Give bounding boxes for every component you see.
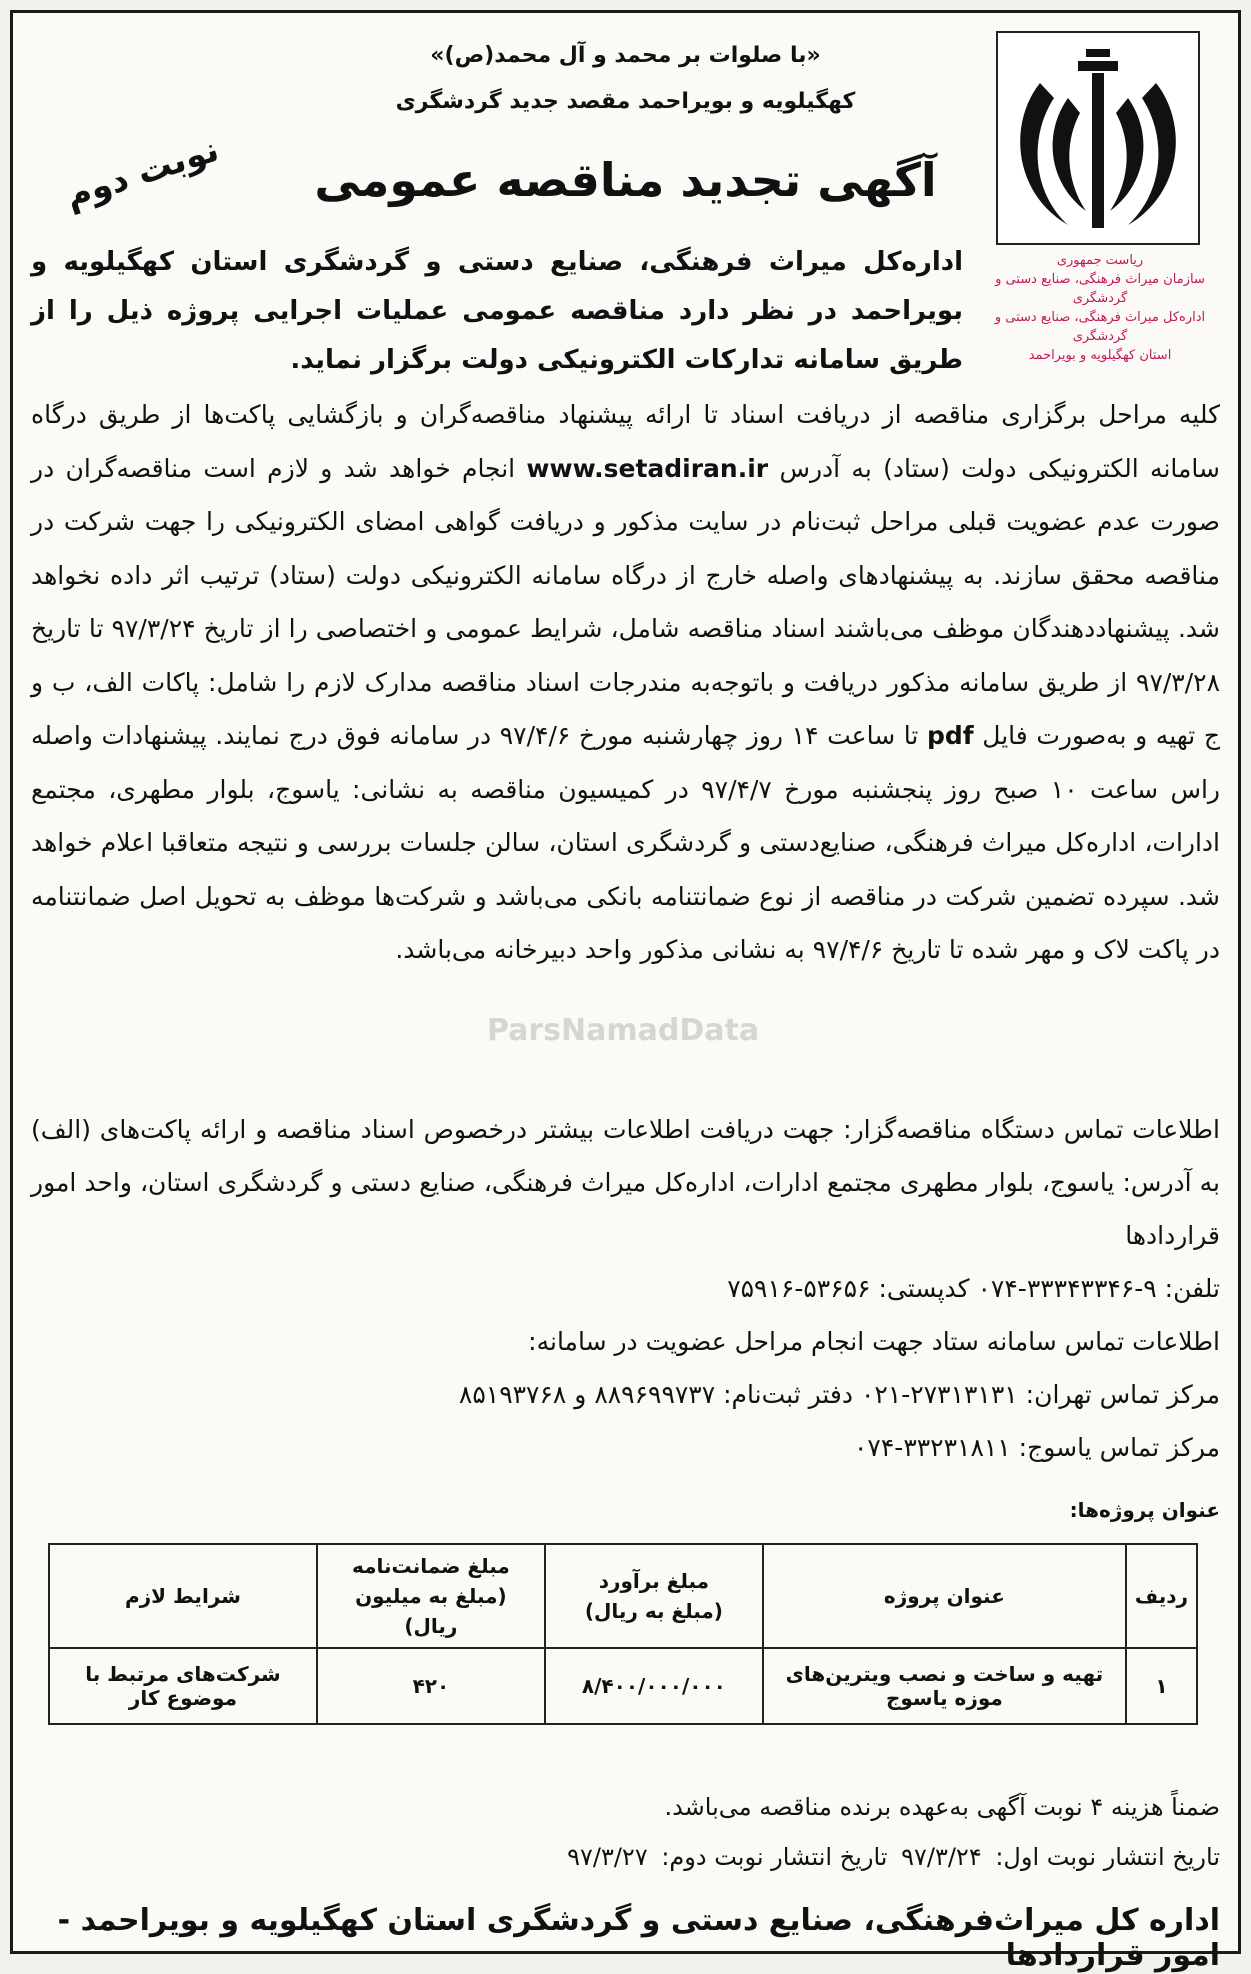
first-date-label: تاریخ انتشار نوبت اول: bbox=[995, 1843, 1220, 1871]
intro-paragraph: اداره‌کل میراث فرهنگی، صنایع دستی و گردشگری استان کهگیلویه و بویراحمد در نظر دارد مناقصه عمومی عملیات اجرایی پروژه ذیل را از طریق سامانه تدارکات الکترونیکی دولت برگزار نماید. bbox=[31, 247, 963, 375]
round-label: نوبت دوم bbox=[60, 129, 224, 217]
publication-dates bbox=[561, 1843, 1220, 1871]
tender-notice bbox=[10, 10, 1241, 1973]
emblem-block bbox=[980, 31, 1220, 363]
body-text-part1: کلیه مراحل برگزاری مناقصه از دریافت اسناد تا ارائه پیشنهاد مناقصه‌گران و بازگشایی پاکت‌ها از طریق درگاه سامانه الکترونیکی دولت (ستاد) به آدرس bbox=[31, 400, 1220, 483]
emblem-caption-line1: ریاست جمهوری bbox=[1056, 253, 1144, 268]
emblem-caption-line3: اداره‌کل میراث فرهنگی، صنایع دستی و گردشگری bbox=[994, 310, 1206, 344]
iran-emblem-icon bbox=[1008, 43, 1188, 233]
emblem-caption-line4: استان کهگیلویه و بویراحمد bbox=[1028, 348, 1172, 363]
yasuj-contact: مرکز تماس یاسوج: ۳۳۲۳۱۸۱۱-۰۷۴ bbox=[853, 1433, 1220, 1462]
setad-url-link[interactable]: www.setadiran.ir bbox=[526, 453, 769, 483]
cell-conditions: شرکت‌های مرتبط با موضوع کار bbox=[49, 1648, 317, 1724]
header-estimate-line2: (مبلغ به ریال) bbox=[584, 1599, 723, 1623]
first-date-value: ۹۷/۳/۲۴ bbox=[901, 1843, 982, 1871]
projects-label: عنوان پروژه‌ها: bbox=[1069, 1498, 1220, 1522]
slogan: کهگیلویه و بویراحمد مقصد جدید گردشگری bbox=[395, 89, 856, 114]
contact-phone: تلفن: ۹-۳۳۳۴۳۳۴۶-۰۷۴ کدپستی: ۵۳۶۵۶-۷۵۹۱۶ bbox=[727, 1274, 1220, 1303]
header-estimate bbox=[545, 1544, 763, 1648]
emblem-frame bbox=[996, 31, 1200, 245]
tehran-contact: مرکز تماس تهران: ۲۷۳۱۳۱۳۱-۰۲۱ دفتر ثبت‌نام: ۸۸۹۶۹۹۷۳۷ و ۸۵۱۹۳۷۶۸ bbox=[458, 1380, 1220, 1409]
body-text-part3: تا ساعت ۱۴ روز چهارشنبه مورخ ۹۷/۴/۶ در سامانه فوق درج نمایند. پیشنهادات واصله راس ساعت ۱۰ صبح روز پنجشنبه مورخ ۹۷/۴/۷ در کمیسیون مناقصه به نشانی: یاسوج، بلوار مطهری، مجتمع ادارات، اداره‌کل میراث فرهنگی، صنایع‌دستی و گردشگری استان، سالن جلسات بررسی و نتیجه متعاقبا اعلام خواهد شد. سپرده تضمین شرکت در مناقصه از نوع ضمانتنامه بانکی می‌باشد و شرکت‌ها موظف به تحویل اصل ضمانتنامه در پاکت لاک و مهر شده تا تاریخ ۹۷/۴/۶ به نشانی مذکور واحد دبیرخانه می‌باشد. bbox=[31, 721, 1220, 964]
cost-note: ضمناً هزینه ۴ نوبت آگهی به‌عهده برنده مناقصه می‌باشد. bbox=[664, 1793, 1220, 1821]
header-guarantee-line2: (مبلغ به میلیون ریال) bbox=[355, 1584, 507, 1638]
second-date-label: تاریخ انتشار نوبت دوم: bbox=[661, 1843, 888, 1871]
header-estimate-line1: مبلغ برآورد bbox=[598, 1569, 710, 1593]
body-paragraph bbox=[31, 388, 1220, 977]
table-header-row bbox=[49, 1544, 1197, 1648]
second-date-value: ۹۷/۳/۲۷ bbox=[567, 1843, 648, 1871]
header-guarantee bbox=[317, 1544, 545, 1648]
table-row bbox=[49, 1648, 1197, 1724]
header-guarantee-line1: مبلغ ضمانت‌نامه bbox=[351, 1554, 510, 1578]
pdf-label: pdf bbox=[926, 721, 974, 750]
header-title: عنوان پروژه bbox=[763, 1544, 1126, 1648]
contact-block bbox=[31, 1103, 1220, 1474]
emblem-caption bbox=[980, 251, 1220, 365]
cell-estimate: ۸/۴۰۰/۰۰۰/۰۰۰ bbox=[545, 1648, 763, 1724]
body-text-part2: انجام خواهد شد و لازم است مناقصه‌گران در صورت عدم عضویت قبلی مراحل ثبت‌نام در سایت مذکور و دریافت گواهی امضای الکترونیکی را جهت شرکت در مناقصه محقق سازند. به پیشنهادهای واصله خارج از درگاه سامانه الکترونیکی دولت (ستاد) ترتیب اثر داده نخواهد شد. پیشنهاددهندگان موظف می‌باشند اسناد مناقصه شامل، شرایط عمومی و اختصاصی را از تاریخ ۹۷/۳/۲۴ تا تاریخ ۹۷/۳/۲۸ از طریق سامانه مذکور دریافت و باتوجه‌به مندرجات اسناد مناقصه مدارک لازم را شامل: پاکات الف، ب و ج تهیه و به‌صورت فایل bbox=[31, 453, 1220, 750]
header-idx: ردیف bbox=[1126, 1544, 1197, 1648]
notice-title: آگهی تجدید مناقصه عمومی bbox=[314, 153, 937, 207]
cell-guarantee: ۴۲۰ bbox=[317, 1648, 545, 1724]
header-conditions: شرایط لازم bbox=[49, 1544, 317, 1648]
cell-idx: ۱ bbox=[1126, 1648, 1197, 1724]
salutation: «با صلوات بر محمد و آل محمد(ص)» bbox=[430, 43, 821, 68]
contact-info: اطلاعات تماس دستگاه مناقصه‌گزار: جهت دریافت اطلاعات بیشتر درخصوص اسناد مناقصه و ارائه پاکت‌های (الف) به آدرس: یاسوج، بلوار مطهری مجتمع ادارات، اداره‌کل میراث فرهنگی، صنایع دستی و گردشگری استان، واحد امور قراردادها bbox=[31, 1115, 1220, 1250]
footer-organization: اداره کل میراث‌فرهنگی، صنایع دستی و گردشگری استان کهگیلویه و بویراحمد - امور قراردادها bbox=[57, 1903, 1220, 1973]
watermark: ParsNamadData bbox=[486, 1013, 760, 1048]
emblem-caption-line2: سازمان میراث فرهنگی، صنایع دستی و گردشگری bbox=[995, 272, 1205, 306]
cell-title: تهیه و ساخت و نصب ویترین‌های موزه یاسوج bbox=[763, 1648, 1126, 1724]
setad-contact-title: اطلاعات تماس سامانه ستاد جهت انجام مراحل عضویت در سامانه: bbox=[528, 1327, 1220, 1356]
projects-table bbox=[48, 1543, 1198, 1725]
